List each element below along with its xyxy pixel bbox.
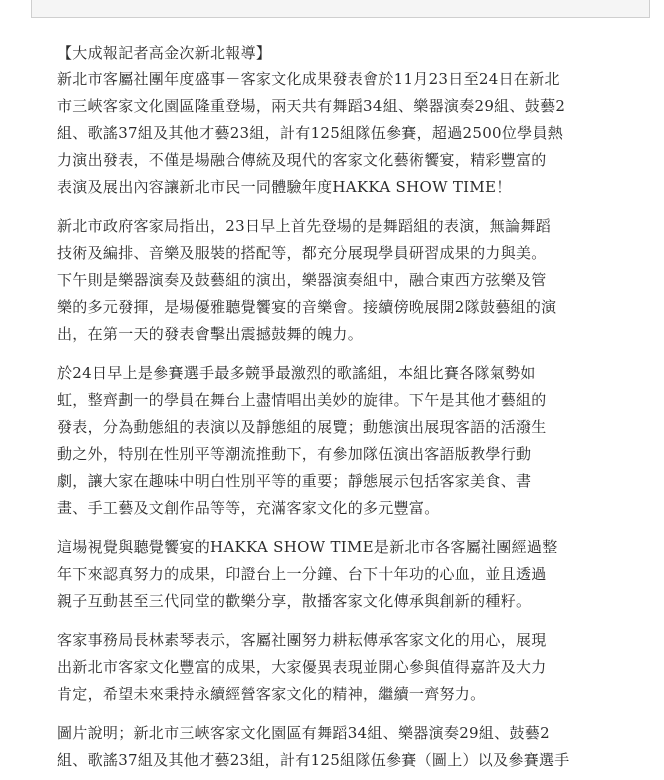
text-line: 親子互動甚至三代同堂的歡樂分享，散播客家文化傳承與創新的種籽。 <box>57 592 532 610</box>
paragraph <box>57 66 632 201</box>
text-line: 力演出發表，不僅是場融合傳統及現代的客家文化藝術饗宴，精彩豐富的 <box>57 151 547 169</box>
text-line: 表演及展出內容讓新北市民一同體驗年度HAKKA SHOW TIME！ <box>57 178 512 196</box>
paragraph <box>57 213 632 348</box>
text-line: 出新北市客家文化豐富的成果，大家優異表現並開心參與值得嘉許及大力 <box>57 658 547 676</box>
article-body <box>57 40 632 780</box>
top-panel <box>31 0 650 18</box>
text-line: 動之外，特別在性別平等潮流推動下，有參加隊伍演出客語版教學行動 <box>57 445 532 463</box>
text-line: 技術及編排、音樂及服裝的搭配等，都充分展現學員研習成果的力與美。 <box>57 244 547 262</box>
paragraph <box>57 534 632 615</box>
text-line: 新北市客屬社團年度盛事－客家文化成果發表會於11月23日至24日在新北 <box>57 70 560 88</box>
byline: 【大成報記者高金次新北報導】 <box>57 44 272 62</box>
text-line: 圖片說明；新北市三峽客家文化園區有舞蹈34組、樂器演奏29組、鼓藝2 <box>57 724 550 742</box>
paragraph <box>57 360 632 522</box>
text-line: 年下來認真努力的成果，印證台上一分鐘、台下十年功的心血，並且透過 <box>57 565 547 583</box>
text-line: 劇，讓大家在趣味中明白性別平等的重要；靜態展示包括客家美食、書 <box>57 472 532 490</box>
text-line: 下午則是樂器演奏及鼓藝組的演出，樂器演奏組中，融合東西方弦樂及管 <box>57 271 547 289</box>
text-line: 這場視覺與聽覺饗宴的HAKKA SHOW TIME是新北市各客屬社團經過整 <box>57 538 558 556</box>
text-line: 出，在第一天的發表會擊出震撼鼓舞的魄力。 <box>57 325 364 343</box>
text-line: 客家事務局長林素琴表示，客屬社團努力耕耘傳承客家文化的用心，展現 <box>57 631 547 649</box>
text-line: 市三峽客家文化園區隆重登場，兩天共有舞蹈34組、樂器演奏29組、鼓藝2 <box>57 97 566 115</box>
text-line: 於24日早上是參賽選手最多競爭最激烈的歌謠組，本組比賽各隊氣勢如 <box>57 364 536 382</box>
paragraph <box>57 627 632 708</box>
text-line: 組、歌謠37組及其他才藝23組，計有125組隊伍參賽（圖上）以及參賽選手 <box>57 751 570 769</box>
text-line: 新北市政府客家局指出，23日早上首先登場的是舞蹈組的表演，無論舞蹈 <box>57 217 551 235</box>
text-line: 樂的多元發揮，是場優雅聽覺饗宴的音樂會。接續傍晚展開2隊鼓藝組的演 <box>57 298 557 316</box>
text-line: 發表，分為動態組的表演以及靜態組的展覽；動態演出展現客語的活潑生 <box>57 418 547 436</box>
text-line: 組、歌謠37組及其他才藝23組，計有125組隊伍參賽，超過2500位學員熱 <box>57 124 564 142</box>
photo-caption <box>57 720 632 774</box>
text-line: 肯定，希望未來秉持永續經營客家文化的精神，繼續一齊努力。 <box>57 685 486 703</box>
text-line: 畫、手工藝及文創作品等等，充滿客家文化的多元豐富。 <box>57 499 440 517</box>
text-line: 虹，整齊劃一的學員在舞台上盡情唱出美妙的旋律。下午是其他才藝組的 <box>57 391 547 409</box>
